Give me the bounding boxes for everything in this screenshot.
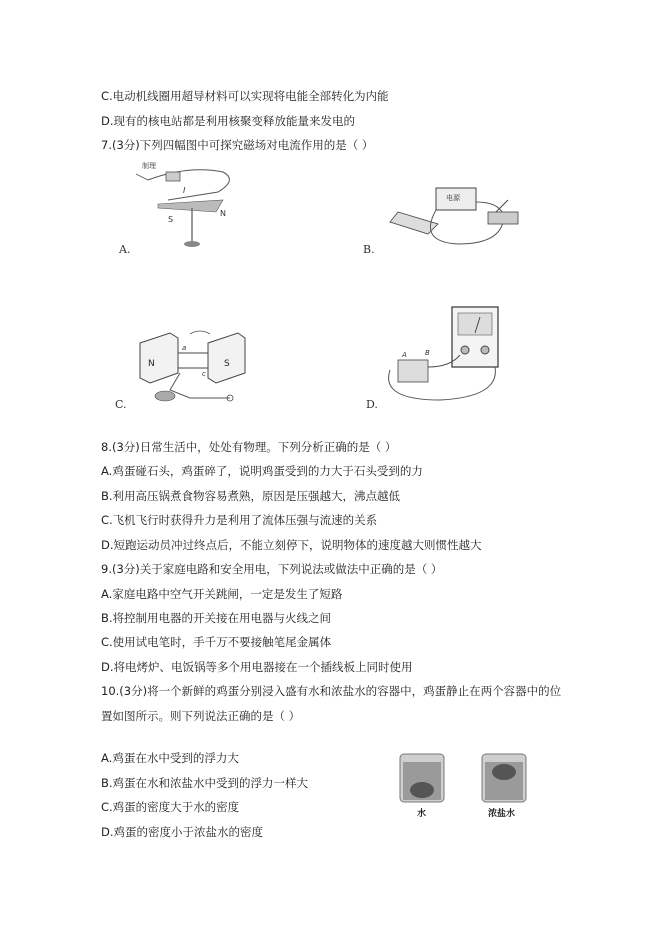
question-9-option-a: A.家庭电路中空气开关跳闸，一定是发生了短路 [101, 587, 343, 601]
question-8-option-d: D.短跑运动员冲过终点后，不能立刻停下，说明物体的速度越大则惯性越大 [101, 538, 482, 552]
question-8-option-b: B.利用高压锅煮食物容易煮熟，原因是压强越大，沸点越低 [101, 489, 401, 503]
figure-c-label: C. [115, 398, 127, 411]
question-10: 10.(3分)将一个新鲜的鸡蛋分别浸入盛有水和浓盐水的容器中，鸡蛋静止在两个容器中的位 [101, 684, 562, 698]
question-10-option-a: A.鸡蛋在水中受到的浮力大 [101, 751, 239, 765]
figure-a-wire-label: 制理 [142, 162, 156, 170]
option-c-line: C.电动机线圈用超导材料可以实现将电能全部转化为内能 [101, 89, 389, 103]
figure-a-n-label: N [220, 209, 226, 218]
figure-a-current-label: I [183, 186, 186, 195]
figure-c-s-label: S [224, 359, 230, 369]
question-9-option-d: D.将电烤炉、电饭锅等多个用电器接在一个插线板上同时使用 [101, 660, 413, 674]
question-10-option-c: C.鸡蛋的密度大于水的密度 [101, 800, 240, 814]
question-9-option-c: C.使用试电笔时，手千万不要接触笔尾金属体 [101, 635, 332, 649]
figure-b-circuit [388, 182, 528, 257]
figure-a-label: A. [119, 243, 131, 256]
figure-beakers [398, 752, 538, 820]
question-10-option-d: D.鸡蛋的密度小于浓盐水的密度 [101, 825, 264, 839]
beaker-water-label: 水 [417, 809, 427, 819]
figure-b-label: B. [363, 243, 375, 256]
figure-c-motor [130, 328, 255, 408]
beaker-brine-label: 浓盐水 [488, 809, 516, 819]
figure-c-a-label: a [182, 344, 187, 352]
figure-d-b-label: B [425, 349, 430, 357]
figure-c-c-label: c [202, 370, 206, 378]
figure-d-galvanometer [380, 305, 510, 405]
figure-a-compass [128, 160, 248, 255]
figure-b-power-label: 电源 [446, 194, 460, 202]
figure-a-s-label: S [168, 215, 174, 224]
question-8-option-a: A.鸡蛋碰石头，鸡蛋碎了，说明鸡蛋受到的力大于石头受到的力 [101, 464, 423, 478]
option-d-line: D.现有的核电站都是利用核聚变释放能量来发电的 [101, 114, 356, 128]
question-8: 8.(3分)日常生活中，处处有物理。下列分析正确的是（ ） [101, 440, 397, 454]
figure-c-n-label: N [148, 359, 155, 369]
figure-d-label: D. [366, 398, 378, 411]
question-10-option-b: B.鸡蛋在水和浓盐水中受到的浮力一样大 [101, 776, 309, 790]
question-9-option-b: B.将控制用电器的开关接在用电器与火线之间 [101, 611, 332, 625]
question-10-continued: 置如图所示。则下列说法正确的是（ ） [101, 709, 301, 723]
figure-d-a-label: A [402, 351, 407, 359]
question-9: 9.(3分)关于家庭电路和安全用电，下列说法或做法中正确的是（ ） [101, 562, 443, 576]
question-7: 7.(3分)下列四幅图中可探究磁场对电流作用的是（ ） [101, 138, 374, 152]
question-8-option-c: C.飞机飞行时获得升力是利用了流体压强与流速的关系 [101, 513, 378, 527]
